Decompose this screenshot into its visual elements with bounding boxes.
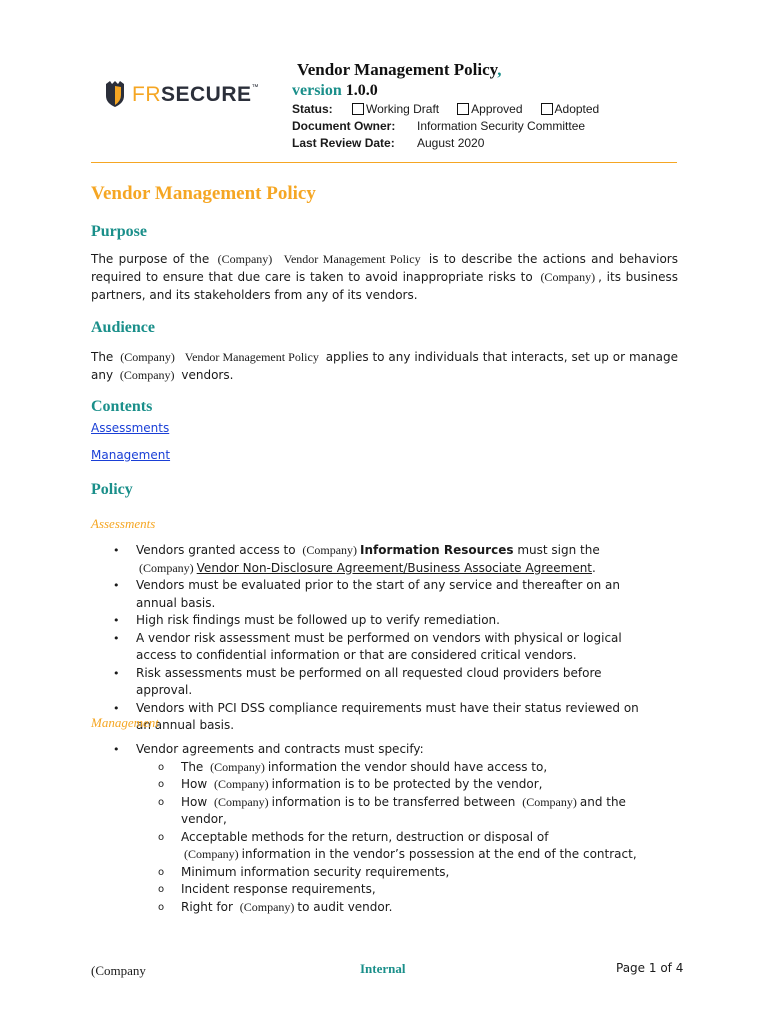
owner-value: Information Security Committee [417,119,586,133]
working-draft-checkbox[interactable] [352,103,364,115]
document-version [292,82,378,100]
list-item-text: information in the vendor’s possession at the end of the contract, [241,847,637,861]
company-placeholder: (Company) [214,777,269,791]
logo-fr: FR [132,82,161,106]
shield-icon [104,80,126,108]
review-label: Last Review Date: [292,136,395,150]
policy-heading: Policy [91,481,133,498]
company-placeholder: (Company) [302,543,358,557]
list-item: • High risk findings must be followed up to verify remediation. [91,612,651,630]
company-placeholder: (Company) [540,270,596,284]
list-item [91,542,651,577]
purpose-paragraph [91,250,678,304]
list-item-text: information is to be transferred between [271,794,516,809]
purpose-heading: Purpose [91,223,147,240]
review-value: August 2020 [417,136,485,150]
management-heading: Management [91,715,159,730]
sub-list-item [136,759,651,777]
list-item-text: Acceptable methods for the return, destruction or disposal of [181,829,549,844]
document-title [297,60,501,80]
list-item-text: How [181,794,208,809]
logo-trademark: ™ [251,83,260,91]
audience-heading: Audience [91,319,155,336]
purpose-text-1: The purpose of the [91,252,210,266]
sub-list-item [136,899,651,917]
audience-text-3: applies to any individuals that interacts, set up or manage any [91,350,678,382]
company-placeholder: (Company) [119,368,175,382]
status-option-label: Adopted [554,102,600,116]
footer-classification: Internal [360,961,406,976]
information-resources-term: Information Resources [360,543,514,557]
version-label: version [292,82,342,99]
status-option-approved[interactable] [457,102,522,116]
status-option-label: Approved [471,102,523,116]
list-item-text: How [181,777,208,791]
audience-text-1: The [91,350,114,364]
company-placeholder: (Company) [217,252,273,266]
main-title: Vendor Management Policy [91,183,316,204]
status-row [292,102,617,116]
sub-list-item [136,776,651,794]
list-item-text: The [181,759,204,774]
contents-link-management[interactable]: Management [91,448,171,462]
footer-page-number: Page 1 of 4 [616,961,684,975]
logo-secure: SECURE [161,82,252,106]
company-placeholder: (Company) [522,794,577,809]
list-item: • Risk assessments must be performed on all requested cloud providers before approval. [91,665,651,700]
list-item-text: must sign the [517,543,600,557]
list-item-text: Vendor agreements and contracts must specify: [136,742,424,756]
owner-label: Document Owner: [292,119,396,133]
status-option-adopted[interactable] [541,102,600,116]
list-item: • Vendors must be evaluated prior to the start of any service and thereafter on an annual basis. [91,577,651,612]
logo-wordmark [132,84,259,105]
document-footer [0,955,768,985]
list-item-text: information is to be protected by the vendor, [271,777,543,791]
nda-agreement-name: Vendor Non-Disclosure Agreement/Business Associate Agreement [196,560,593,575]
list-item-text: information the vendor should have access to, [267,759,548,774]
header-divider [91,162,677,163]
footer-company: (Company [91,963,146,978]
company-placeholder: (Company) [214,794,269,809]
list-item-text: Right for [181,899,233,914]
adopted-checkbox[interactable] [541,103,553,115]
management-list [91,741,651,916]
company-placeholder: (Company) [139,560,194,575]
list-item-text: and the vendor, [181,794,626,826]
status-option-label: Working Draft [366,102,440,116]
document-title-text: Vendor Management Policy [297,60,498,79]
purpose-text-4: , its business partners, and its stakeholders from any of its vendors. [91,270,678,302]
list-item-text: Vendors granted access to [136,543,296,557]
contents-heading: Contents [91,398,153,415]
title-comma: , [497,60,502,79]
review-row [292,136,484,150]
owner-row [292,119,585,133]
audience-paragraph [91,348,678,384]
status-label: Status: [292,102,333,116]
sub-list-item: o Incident response requirements, [136,881,651,899]
approved-checkbox[interactable] [457,103,469,115]
list-item: • Vendors with PCI DSS compliance requirements must have their status reviewed on an annual basis. [91,700,651,735]
policy-name: Vendor Management Policy [283,252,421,266]
audience-text-4: vendors. [181,368,234,382]
purpose-text-3: is to describe the actions and behaviors required to ensure that due care is taken to avoid inappropriate risks to [91,252,678,284]
company-placeholder: (Company) [120,350,175,364]
document-header [0,0,768,170]
contents-link-assessments[interactable]: Assessments [91,421,170,435]
assessments-heading: Assessments [91,516,156,531]
sub-list-item [136,829,651,864]
list-item-text: to audit vendor. [297,899,393,914]
sub-list-item [136,794,651,829]
status-option-working-draft[interactable] [352,102,439,116]
frsecure-logo [104,80,259,108]
policy-name: Vendor Management Policy [184,350,319,364]
list-item: • A vendor risk assessment must be performed on vendors with physical or logical access to confidential information or that are considered critical vendors. [91,630,651,665]
management-sublist [136,759,651,917]
version-number: 1.0.0 [345,82,378,99]
assessments-list [91,542,651,735]
list-item-text: . [592,560,596,575]
list-item [91,741,651,916]
company-placeholder: (Company) [184,847,239,861]
company-placeholder: (Company) [239,899,295,914]
company-placeholder: (Company) [210,759,265,774]
sub-list-item: o Minimum information security requirements, [136,864,651,882]
